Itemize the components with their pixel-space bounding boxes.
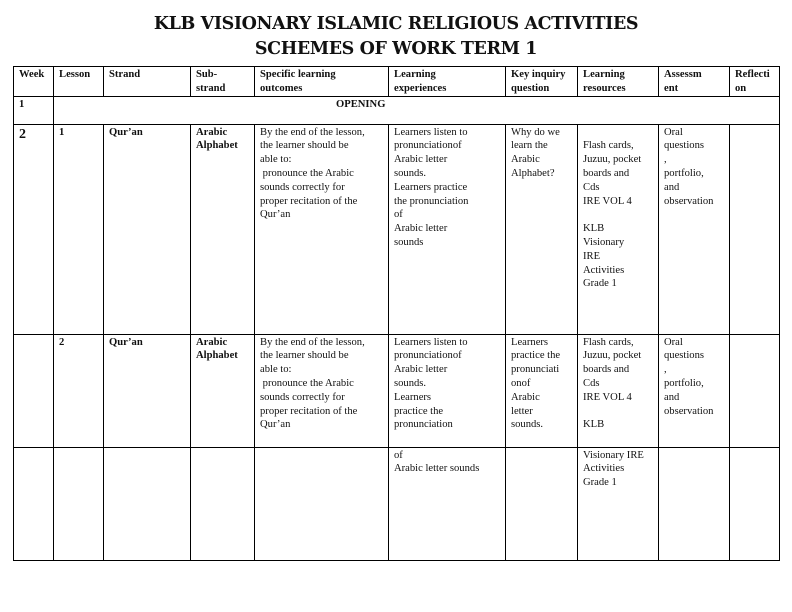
- cell-line: portfolio,: [664, 167, 704, 179]
- cell-line: Arabic letter: [394, 154, 448, 166]
- header-substrand: [191, 67, 255, 97]
- cell-line: pronunciationof: [394, 140, 462, 152]
- header-text: Key inquiry: [511, 69, 566, 80]
- cell-line: IRE VOL 4: [583, 195, 632, 207]
- cell-line: IRE VOL 4: [583, 391, 632, 403]
- inquiry-cell: [506, 334, 578, 447]
- cell-line: sounds correctly for: [260, 391, 345, 403]
- resources-cell: [578, 447, 659, 560]
- cell-line: [583, 126, 654, 140]
- header-text: resources: [583, 82, 626, 94]
- cell-line: Activities: [583, 264, 625, 276]
- cell-line: Learners: [511, 336, 549, 348]
- cell-line: the learner should be: [260, 140, 349, 152]
- substrand-cell: [191, 447, 255, 560]
- strand-cell: Qur’an: [104, 124, 191, 334]
- cell-line: proper recitation of the: [260, 195, 358, 207]
- cell-line: Qur’an: [260, 209, 291, 221]
- header-text: Week: [19, 69, 45, 80]
- header-learning-experiences: [389, 67, 506, 97]
- cell-line: portfolio,: [664, 377, 704, 389]
- lesson-cell: 1: [54, 124, 104, 334]
- inquiry-cell: [506, 124, 578, 334]
- cell-line: Grade 1: [583, 477, 617, 489]
- header-text: Assessm: [664, 69, 702, 80]
- cell-line: Arabic: [511, 391, 540, 403]
- cell-line: Flash cards,: [583, 140, 634, 152]
- experiences-cell: [389, 124, 506, 334]
- cell-line: sounds.: [394, 377, 427, 389]
- cell-line: Visionary IRE: [583, 449, 644, 461]
- header-text: Strand: [109, 69, 141, 80]
- cell-line: Learners: [394, 391, 432, 403]
- cell-line: Juzuu, pocket: [583, 350, 642, 362]
- cell-line: proper recitation of the: [260, 405, 358, 417]
- cell-line: Alphabet: [196, 350, 238, 362]
- week-cell: [14, 334, 54, 447]
- cell-line: observation: [664, 195, 714, 207]
- header-reflection: [730, 67, 780, 97]
- substrand-cell: [191, 124, 255, 334]
- cell-line: onof: [511, 377, 531, 389]
- cell-line: sounds.: [511, 419, 544, 431]
- document-title: KLB VISIONARY ISLAMIC RELIGIOUS ACTIVITIES: [153, 14, 639, 34]
- cell-line: of: [394, 449, 403, 461]
- experiences-cell: [389, 447, 506, 560]
- header-learning-resources: [578, 67, 659, 97]
- cell-line: questions: [664, 140, 705, 152]
- cell-line: the learner should be: [260, 350, 349, 362]
- header-text: experiences: [394, 82, 447, 94]
- cell-line: Grade 1: [583, 278, 617, 290]
- document-subtitle: SCHEMES OF WORK TERM 1: [254, 39, 538, 59]
- inquiry-cell: [506, 447, 578, 560]
- header-text: Sub-: [196, 69, 218, 80]
- week-cell: 2: [14, 124, 54, 334]
- cell-line: Alphabet?: [511, 167, 555, 179]
- cell-line: Alphabet: [196, 140, 238, 152]
- cell-line: Arabic letter: [394, 223, 448, 235]
- cell-line: Oral: [664, 336, 683, 348]
- opening-label: OPENING: [336, 98, 386, 110]
- cell-line: the pronunciation: [394, 195, 469, 207]
- cell-line: Juzuu, pocket: [583, 154, 642, 166]
- header-text: strand: [196, 82, 226, 94]
- cell-line: ,: [664, 364, 667, 376]
- cell-line: Arabic letter sounds: [394, 463, 480, 475]
- cell-line: able to:: [260, 364, 292, 376]
- assessment-cell: [659, 124, 730, 334]
- header-text: on: [735, 82, 747, 94]
- cell-line: Learners practice: [394, 181, 468, 193]
- cell-line: questions: [664, 350, 705, 362]
- assessment-cell: [659, 334, 730, 447]
- cell-line: sounds: [394, 236, 424, 248]
- cell-line: By the end of the lesson,: [260, 126, 365, 138]
- cell-line: pronunciati: [511, 364, 560, 376]
- header-text: Specific learning: [260, 69, 336, 80]
- cell-line: pronounce the Arabic: [260, 167, 354, 179]
- cell-line: IRE: [583, 250, 601, 262]
- cell-line: Arabic: [511, 154, 540, 166]
- cell-line: practice the: [394, 405, 444, 417]
- cell-line: Flash cards,: [583, 336, 634, 348]
- opening-row: [14, 96, 780, 124]
- cell-line: observation: [664, 405, 714, 417]
- header-text: Lesson: [59, 69, 91, 80]
- cell-line: and: [664, 391, 680, 403]
- outcomes-cell: [255, 124, 389, 334]
- cell-line: letter: [511, 405, 533, 417]
- cell-line: Cds: [583, 377, 600, 389]
- header-strand: [104, 67, 191, 97]
- cell-line: pronunciationof: [394, 350, 462, 362]
- cell-line: ,: [664, 154, 667, 166]
- cell-line: sounds.: [394, 167, 427, 179]
- header-text: Learning: [394, 69, 436, 80]
- cell-line: of: [394, 209, 403, 221]
- lesson-cell: [54, 447, 104, 560]
- cell-line: Cds: [583, 181, 600, 193]
- header-key-inquiry-question: [506, 67, 578, 97]
- outcomes-cell: [255, 334, 389, 447]
- reflection-cell: [730, 334, 780, 447]
- opening-cell: [54, 96, 780, 124]
- week-cell: [14, 447, 54, 560]
- cell-line: Arabic letter: [394, 364, 448, 376]
- cell-line: Learners listen to: [394, 336, 468, 348]
- week-cell: 1: [14, 96, 54, 124]
- experiences-cell: [389, 334, 506, 447]
- header-text: ent: [664, 82, 679, 94]
- cell-line: [583, 208, 654, 222]
- cell-line: able to:: [260, 154, 292, 166]
- cell-line: Oral: [664, 126, 683, 138]
- header-lesson: [54, 67, 104, 97]
- lesson-cell: 2: [54, 334, 104, 447]
- substrand-cell: [191, 334, 255, 447]
- outcomes-cell: [255, 447, 389, 560]
- cell-line: pronunciation: [394, 419, 453, 431]
- resources-cell: [578, 334, 659, 447]
- cell-line: KLB: [583, 223, 605, 235]
- cell-line: By the end of the lesson,: [260, 336, 365, 348]
- reflection-cell: [730, 124, 780, 334]
- schemes-of-work-table: [13, 66, 780, 561]
- cell-line: learn the: [511, 140, 548, 152]
- cell-line: Learners listen to: [394, 126, 468, 138]
- cell-line: Arabic: [196, 336, 228, 348]
- cell-line: [583, 405, 654, 419]
- table-row: [14, 334, 780, 447]
- header-week: [14, 67, 54, 97]
- cell-line: and: [664, 181, 680, 193]
- cell-line: practice the: [511, 350, 561, 362]
- cell-line: Activities: [583, 463, 625, 475]
- cell-line: Why do we: [511, 126, 560, 138]
- table-row: [14, 447, 780, 560]
- header-text: outcomes: [260, 82, 303, 94]
- reflection-cell: [730, 447, 780, 560]
- strand-cell: [104, 447, 191, 560]
- cell-line: sounds correctly for: [260, 181, 345, 193]
- header-assessment: [659, 67, 730, 97]
- table-row: [14, 124, 780, 334]
- header-specific-learning-outcomes: [255, 67, 389, 97]
- cell-line: boards and: [583, 364, 630, 376]
- cell-line: Arabic: [196, 126, 228, 138]
- header-text: Learning: [583, 69, 625, 80]
- cell-line: Visionary: [583, 236, 625, 248]
- header-text: question: [511, 82, 550, 94]
- header-row: [14, 67, 780, 97]
- cell-line: KLB: [583, 419, 605, 431]
- strand-cell: Qur’an: [104, 334, 191, 447]
- cell-line: pronounce the Arabic: [260, 377, 354, 389]
- resources-cell: [578, 124, 659, 334]
- cell-line: boards and: [583, 167, 630, 179]
- assessment-cell: [659, 447, 730, 560]
- header-text: Reflecti: [735, 69, 770, 80]
- cell-line: Qur’an: [260, 419, 291, 431]
